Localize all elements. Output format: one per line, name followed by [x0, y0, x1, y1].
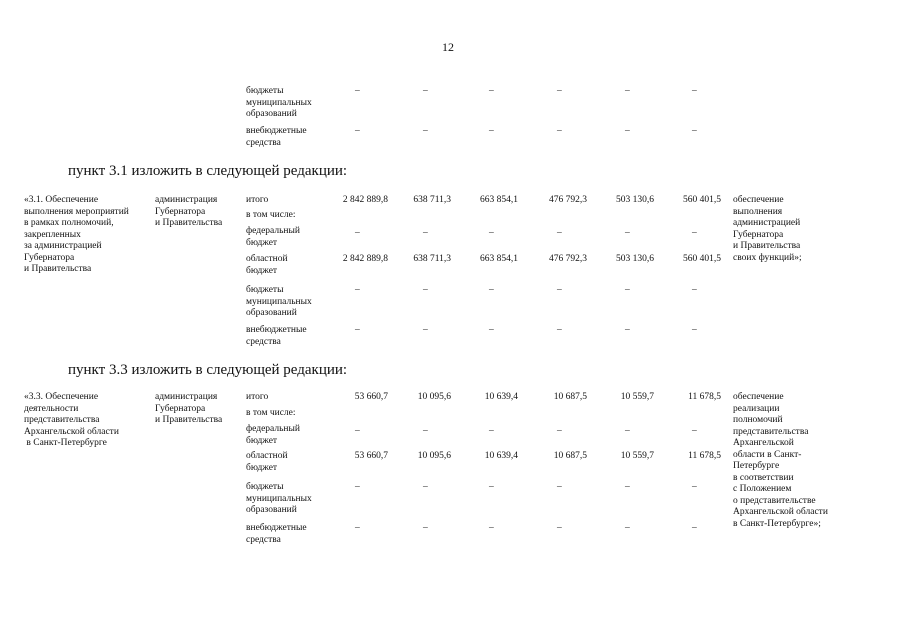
value-cell: 10 687,5	[553, 451, 587, 461]
row-label-including: в том числе:	[246, 210, 296, 220]
value-cell: –	[625, 325, 630, 335]
value-cell: 10 095,6	[417, 451, 451, 461]
value-cell: –	[625, 426, 630, 436]
value-cell: –	[355, 426, 360, 436]
row-label-federal: федеральный бюджет	[246, 424, 300, 446]
value-cell: –	[489, 126, 494, 136]
row-label-regional: областной бюджет	[246, 254, 288, 276]
value-cell: –	[692, 228, 697, 238]
row-label-total: итого	[246, 195, 269, 205]
row-label-offbudget-top: внебюджетные средства	[246, 126, 307, 148]
value-cell: –	[692, 325, 697, 335]
section1-measure-name: «3.1. Обеспечение выполнения мероприятий в рамках полномочий, закрепленных за администрацией Губернатора и Правительства	[24, 195, 129, 274]
value-cell: –	[423, 523, 428, 533]
value-cell: –	[692, 285, 697, 295]
value-cell: –	[489, 325, 494, 335]
value-cell: –	[557, 325, 562, 335]
value-cell: –	[692, 523, 697, 533]
value-cell: 638 711,3	[413, 254, 451, 264]
value-cell: 11 678,5	[688, 451, 721, 461]
value-cell: –	[423, 126, 428, 136]
value-cell: 560 401,5	[683, 254, 721, 264]
row-label-offbudget: внебюджетные средства	[246, 523, 307, 545]
value-cell: –	[423, 228, 428, 238]
value-cell: –	[625, 228, 630, 238]
value-cell: –	[355, 228, 360, 238]
row-label-municipal-top: бюджеты муниципальных образований	[246, 86, 312, 119]
value-cell: 2 842 889,8	[342, 195, 388, 205]
value-cell: 10 639,4	[484, 451, 518, 461]
value-cell: –	[423, 325, 428, 335]
value-cell: 503 130,6	[616, 254, 654, 264]
value-cell: 638 711,3	[413, 195, 451, 205]
value-cell: –	[423, 482, 428, 492]
value-cell: –	[489, 523, 494, 533]
row-label-offbudget: внебюджетные средства	[246, 325, 307, 347]
section2-result: обеспечение реализации полномочий представительства Архангельской области в Санкт- Петербурге в соответствии с Положением о представительстве Архангельской области в Санкт-Петербурге»;	[733, 392, 828, 529]
value-cell: –	[355, 482, 360, 492]
value-cell: 10 687,5	[553, 392, 587, 402]
value-cell: –	[355, 126, 360, 136]
section-heading-3-1: пункт 3.1 изложить в следующей редакции:	[68, 163, 348, 179]
page-number: 12	[442, 40, 454, 54]
value-cell: 560 401,5	[683, 195, 721, 205]
value-cell: 10 559,7	[620, 392, 654, 402]
section2-measure-name: «3.3. Обеспечение деятельности представительства Архангельской области в Санкт-Петербурге	[24, 392, 119, 448]
value-cell: 663 854,1	[480, 195, 518, 205]
row-label-total: итого	[246, 392, 269, 402]
value-cell: –	[489, 482, 494, 492]
value-cell: 53 660,7	[354, 451, 388, 461]
value-cell: –	[423, 285, 428, 295]
value-cell: –	[692, 126, 697, 136]
value-cell: –	[557, 126, 562, 136]
value-cell: –	[489, 285, 494, 295]
value-cell: –	[692, 86, 697, 96]
value-cell: –	[557, 285, 562, 295]
row-label-municipal: бюджеты муниципальных образований	[246, 285, 312, 318]
row-label-municipal: бюджеты муниципальных образований	[246, 482, 312, 515]
section1-executor: администрация Губернатора и Правительства	[155, 195, 223, 228]
value-cell: 476 792,3	[549, 254, 587, 264]
value-cell: –	[557, 482, 562, 492]
value-cell: –	[557, 228, 562, 238]
value-cell: –	[489, 228, 494, 238]
value-cell: –	[557, 86, 562, 96]
value-cell: 10 095,6	[417, 392, 451, 402]
value-cell: 11 678,5	[688, 392, 721, 402]
value-cell: 663 854,1	[480, 254, 518, 264]
value-cell: –	[625, 482, 630, 492]
value-cell: –	[625, 285, 630, 295]
section-heading-3-3: пункт 3.3 изложить в следующей редакции:	[68, 362, 348, 378]
value-cell: –	[625, 86, 630, 96]
value-cell: –	[692, 426, 697, 436]
section2-executor: администрация Губернатора и Правительства	[155, 392, 223, 425]
value-cell: –	[355, 523, 360, 533]
value-cell: –	[489, 426, 494, 436]
value-cell: 503 130,6	[616, 195, 654, 205]
value-cell: –	[625, 126, 630, 136]
value-cell: –	[557, 426, 562, 436]
value-cell: –	[625, 523, 630, 533]
value-cell: –	[692, 482, 697, 492]
value-cell: –	[355, 325, 360, 335]
value-cell: 2 842 889,8	[342, 254, 388, 264]
value-cell: 53 660,7	[354, 392, 388, 402]
value-cell: –	[423, 426, 428, 436]
value-cell: –	[423, 86, 428, 96]
section1-result: обеспечение выполнения администрацией Губернатора и Правительства своих функций»;	[733, 195, 802, 263]
value-cell: –	[355, 285, 360, 295]
row-label-regional: областной бюджет	[246, 451, 288, 473]
value-cell: –	[355, 86, 360, 96]
row-label-federal: федеральный бюджет	[246, 226, 300, 248]
value-cell: 10 559,7	[620, 451, 654, 461]
value-cell: –	[489, 86, 494, 96]
value-cell: –	[557, 523, 562, 533]
value-cell: 476 792,3	[549, 195, 587, 205]
row-label-including: в том числе:	[246, 408, 296, 418]
value-cell: 10 639,4	[484, 392, 518, 402]
